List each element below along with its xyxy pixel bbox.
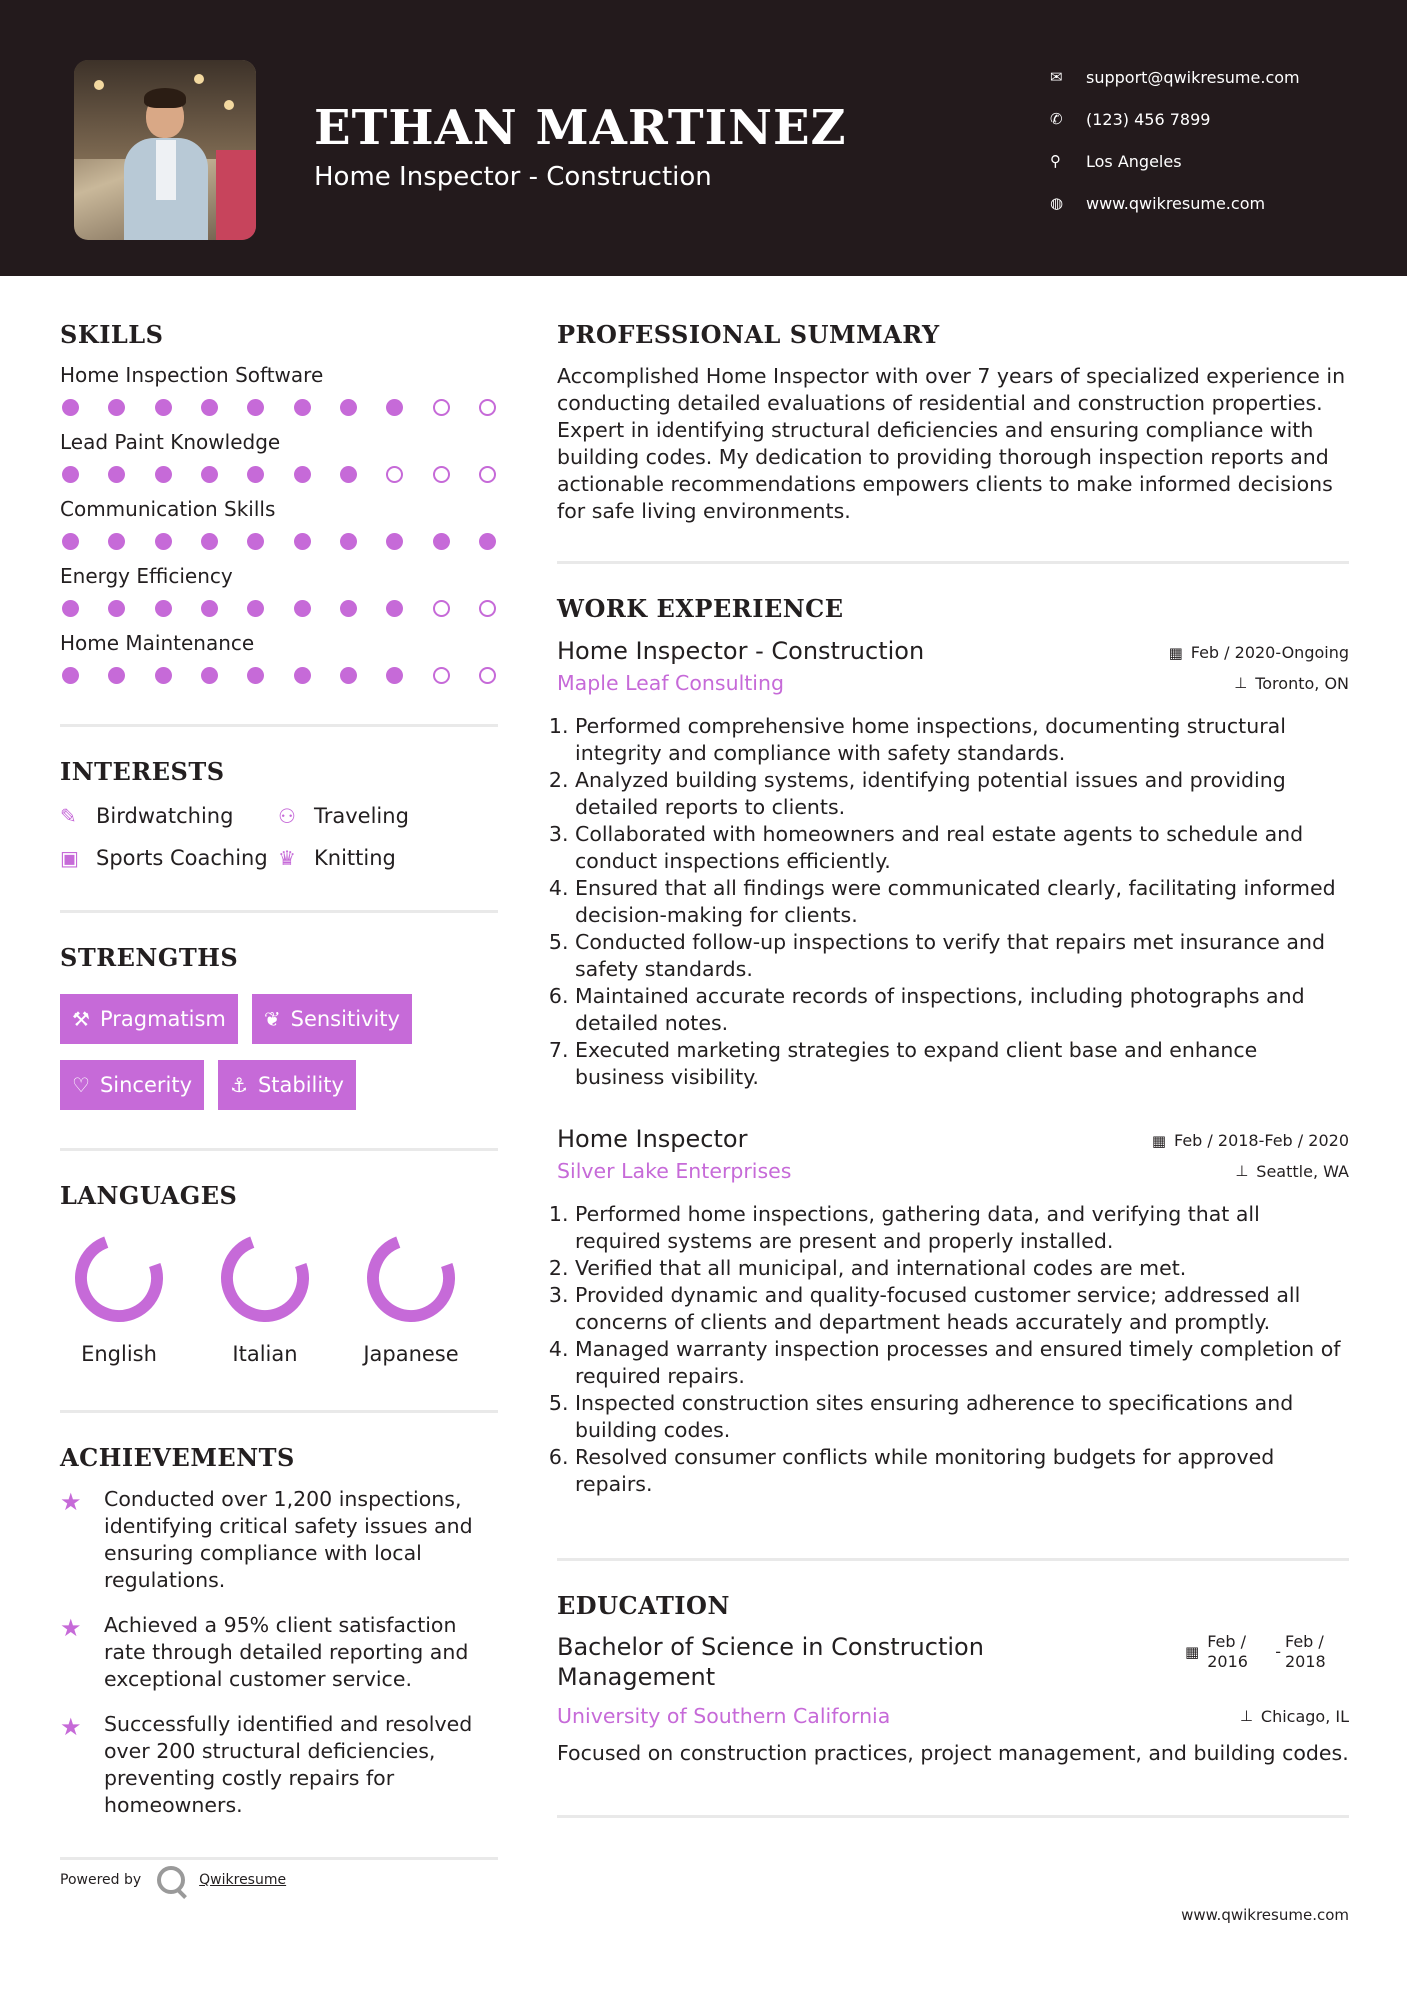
interests-section [60,757,498,870]
briefcase-icon: ▣ [60,846,79,870]
languages-list [60,1232,498,1366]
rating-dot-filled [340,600,357,617]
interest-label: Traveling [314,804,409,828]
education-date-separator: - [1275,1642,1281,1661]
leaf-icon: ❦ [263,1007,281,1031]
degree-title: Bachelor of Science in Construction Management [557,1633,984,1691]
experience-section [557,594,1349,1498]
section-divider [60,1148,498,1151]
resume-header [0,0,1407,276]
achievement-text: Achieved a 95% client satisfaction rate through detailed reporting and exceptional customer service. [104,1613,469,1691]
education-section [557,1591,1349,1767]
rating-dot-filled [155,667,172,684]
contact-website[interactable] [1050,182,1300,224]
heart-icon: ♡ [72,1073,90,1097]
interest-label: Birdwatching [96,804,234,828]
rating-dot-empty [433,600,450,617]
skill-name: Communication Skills [60,497,276,521]
rating-dot-filled [433,533,450,550]
duty-item: 5. Inspected construction sites ensuring adherence to specifications and building codes. [575,1390,1349,1444]
rating-dot-filled [108,600,125,617]
section-divider [557,561,1349,564]
skill-rating [60,655,498,684]
strength-label: Stability [257,1073,344,1097]
rating-dot-filled [108,399,125,416]
education-title: EDUCATION [557,1591,730,1620]
skills-section [60,320,498,684]
rating-dot-filled [386,667,403,684]
rating-dot-filled [386,600,403,617]
footer-website[interactable]: www.qwikresume.com [1181,1906,1349,1924]
qwikresume-logo-icon [157,1866,185,1894]
strengths-title: STRENGTHS [60,943,239,972]
rating-dot-filled [340,533,357,550]
duty-item: 5. Conducted follow-up inspections to verify that repairs met insurance and safety standards. [575,929,1349,983]
rating-dot-empty [433,466,450,483]
star-icon: ★ [60,1614,82,1642]
strength-tag [60,1060,204,1110]
language-level-arc [365,1232,457,1324]
interest-item [278,846,498,870]
section-divider [60,910,498,913]
rating-dot-filled [247,466,264,483]
section-divider [557,1558,1349,1561]
languages-title: LANGUAGES [60,1181,238,1210]
contact-location [1050,140,1300,182]
language-item [352,1232,470,1366]
skill-rating [60,387,498,416]
contact-email[interactable] [1050,56,1300,98]
strength-label: Sensitivity [290,1007,400,1031]
rating-dot-empty [433,399,450,416]
interests-list [60,804,498,870]
profile-photo [74,60,256,240]
star-icon: ★ [60,1488,82,1516]
rating-dot-filled [340,466,357,483]
globe-icon: ◍ [1050,194,1064,212]
rating-dot-filled [155,399,172,416]
languages-section [60,1181,498,1366]
duty-item: 4. Ensured that all findings were communicated clearly, facilitating informed decision-making for clients. [575,875,1349,929]
contact-email-text: support@qwikresume.com [1086,67,1300,87]
rating-dot-empty [386,466,403,483]
duty-item: 1. Performed home inspections, gathering data, and verifying that all required systems are present and properly installed. [575,1201,1349,1255]
language-name: Japanese [363,1342,459,1366]
strengths-list [60,994,480,1110]
star-icon: ★ [60,1713,82,1741]
job-title: Home Inspector - Construction [557,637,925,665]
rating-dot-filled [247,399,264,416]
pushpin-icon: ⊥ [1235,1162,1249,1180]
skills-title: SKILLS [60,320,164,349]
rating-dot-filled [247,600,264,617]
rating-dot-empty [479,399,496,416]
interest-label: Knitting [314,846,396,870]
strength-tag [218,1060,356,1110]
rating-dot-filled [294,466,311,483]
calendar-icon: ▦ [1151,1131,1166,1150]
rating-dot-filled [294,533,311,550]
achievements-section [60,1443,498,1819]
strength-label: Pragmatism [99,1007,226,1031]
job-location-text: Toronto, ON [1255,673,1349,693]
job-dates-text: Feb / 2018-Feb / 2020 [1174,1131,1349,1150]
duty-item: 4. Managed warranty inspection processes and ensured timely completion of required repairs. [575,1336,1349,1390]
achievement-item [60,1486,498,1594]
job-title: Home Inspector [557,1125,748,1153]
contact-phone[interactable] [1050,98,1300,140]
job-dates-text: Feb / 2020-Ongoing [1190,643,1349,662]
job-duties [557,1201,1349,1498]
duty-item: 6. Resolved consumer conflicts while monitoring budgets for approved repairs. [575,1444,1349,1498]
pushpin-icon: ⊥ [1239,1707,1253,1725]
section-divider [60,1410,498,1413]
language-item [60,1232,178,1366]
calendar-icon: ▦ [1185,1643,1200,1661]
rating-dot-filled [62,600,79,617]
rating-dot-filled [155,600,172,617]
language-level-arc [219,1232,311,1324]
school-name: University of Southern California [557,1704,891,1728]
job-company: Maple Leaf Consulting [557,671,785,695]
summary-title: PROFESSIONAL SUMMARY [557,320,940,349]
map-pin-icon: ⚲ [1050,152,1061,170]
rating-dot-empty [479,466,496,483]
rating-dot-filled [294,600,311,617]
language-name: English [81,1342,157,1366]
envelope-icon: ✉ [1050,68,1063,86]
language-name: Italian [232,1342,298,1366]
job-location [1234,674,1349,693]
achievement-item [60,1612,498,1693]
candidate-role: Home Inspector - Construction [314,162,712,192]
rating-dot-filled [108,667,125,684]
rating-dot-filled [386,399,403,416]
left-column [60,320,498,1894]
duty-item: 2. Verified that all municipal, and international codes are met. [575,1255,1349,1282]
qwikresume-link[interactable]: Qwikresume [199,1872,287,1888]
duty-item: 6. Maintained accurate records of inspections, including photographs and detailed notes. [575,983,1349,1037]
rating-dot-empty [433,667,450,684]
powered-by-text: Powered by [60,1872,142,1888]
gavel-icon: ⚒ [72,1007,90,1031]
interest-item [278,804,498,828]
duty-item: 1. Performed comprehensive home inspections, documenting structural integrity and compliance with safety standards. [575,713,1349,767]
anchor-icon: ⚓ [230,1073,248,1097]
job-company: Silver Lake Enterprises [557,1159,792,1183]
interest-label: Sports Coaching [96,846,268,870]
skill-name: Home Maintenance [60,631,255,655]
achievement-text: Successfully identified and resolved over 200 structural deficiencies, preventing costly repairs for homeowners. [104,1712,473,1817]
skills-list [60,363,498,684]
skill-rating [60,454,498,483]
rating-dot-filled [386,533,403,550]
pencil-icon: ✎ [60,804,77,828]
rating-dot-filled [62,533,79,550]
rating-dot-empty [479,667,496,684]
job-location [1235,1162,1349,1181]
rating-dot-filled [247,533,264,550]
interests-title: INTERESTS [60,757,225,786]
binoculars-icon: ⚇ [278,804,296,828]
job-entry [557,1125,1349,1498]
interest-item [60,846,278,870]
school-location-text: Chicago, IL [1260,1706,1349,1726]
rating-dot-filled [155,533,172,550]
skill-name: Energy Efficiency [60,564,233,588]
summary-text: Accomplished Home Inspector with over 7 years of specialized experience in conducting detailed evaluations of residential and construction properties. Expert in identifying structural deficiencies and ensuring compliance with building codes. My dedication to providing thorough inspection reports and actionable recommendations empowers clients to make informed decisions for safe living environments. [557,364,1346,523]
job-dates [1169,643,1349,662]
summary-section [557,320,1349,525]
trophy-icon: ♛ [278,846,296,870]
contact-location-text: Los Angeles [1086,151,1182,171]
language-level-ring [365,1232,457,1324]
duty-item: 3. Provided dynamic and quality-focused customer service; addressed all concerns of clients and department heads accurately and promptly. [575,1282,1349,1336]
rating-dot-filled [294,667,311,684]
contact-phone-text: (123) 456 7899 [1086,109,1211,129]
interest-item [60,804,278,828]
skill-rating [60,588,498,617]
duty-item: 7. Executed marketing strategies to expand client base and enhance business visibility. [575,1037,1349,1091]
powered-by [60,1866,498,1894]
rating-dot-filled [62,399,79,416]
language-level-ring [219,1232,311,1324]
language-item [206,1232,324,1366]
duty-item: 3. Collaborated with homeowners and real estate agents to schedule and conduct inspections efficiently. [575,821,1349,875]
strength-tag [252,994,412,1044]
language-level-arc [73,1232,165,1324]
rating-dot-filled [294,399,311,416]
education-end: Feb / 2018 [1285,1632,1326,1671]
school-location [1240,1707,1349,1726]
rating-dot-filled [62,466,79,483]
education-dates [1185,1632,1349,1672]
achievements-title: ACHIEVEMENTS [60,1443,295,1472]
language-level-ring [73,1232,165,1324]
pushpin-icon: ⊥ [1234,674,1248,692]
rating-dot-filled [201,600,218,617]
strength-label: Sincerity [99,1073,193,1097]
rating-dot-filled [201,399,218,416]
achievement-text: Conducted over 1,200 inspections, identifying critical safety issues and ensuring compliance with local regulations. [104,1487,473,1592]
duty-item: 2. Analyzed building systems, identifying potential issues and providing detailed reports to clients. [575,767,1349,821]
calendar-icon: ▦ [1168,643,1183,662]
experience-title: WORK EXPERIENCE [557,594,844,623]
strength-tag [60,994,238,1044]
rating-dot-filled [62,667,79,684]
rating-dot-filled [108,466,125,483]
rating-dot-filled [201,466,218,483]
right-column [557,320,1349,1818]
skill-rating [60,521,498,550]
job-entry [557,637,1349,1091]
job-location-text: Seattle, WA [1256,1161,1349,1181]
education-description: Focused on construction practices, project management, and building codes. [557,1741,1349,1765]
rating-dot-filled [479,533,496,550]
contact-list [1050,56,1300,224]
contact-website-text: www.qwikresume.com [1086,193,1266,213]
job-dates [1152,1131,1349,1150]
education-start: Feb / 2016 [1207,1632,1248,1671]
skill-name: Lead Paint Knowledge [60,430,281,454]
rating-dot-filled [247,667,264,684]
rating-dot-filled [340,667,357,684]
section-divider [60,1857,498,1860]
rating-dot-filled [340,399,357,416]
strengths-section [60,943,498,1110]
job-duties [557,713,1349,1091]
section-divider [557,1815,1349,1818]
rating-dot-filled [108,533,125,550]
rating-dot-filled [201,667,218,684]
achievement-item [60,1711,498,1819]
phone-icon: ✆ [1050,110,1063,128]
rating-dot-filled [201,533,218,550]
rating-dot-empty [479,600,496,617]
candidate-name: ETHAN MARTINEZ [314,100,847,156]
skill-name: Home Inspection Software [60,363,324,387]
section-divider [60,724,498,727]
rating-dot-filled [155,466,172,483]
